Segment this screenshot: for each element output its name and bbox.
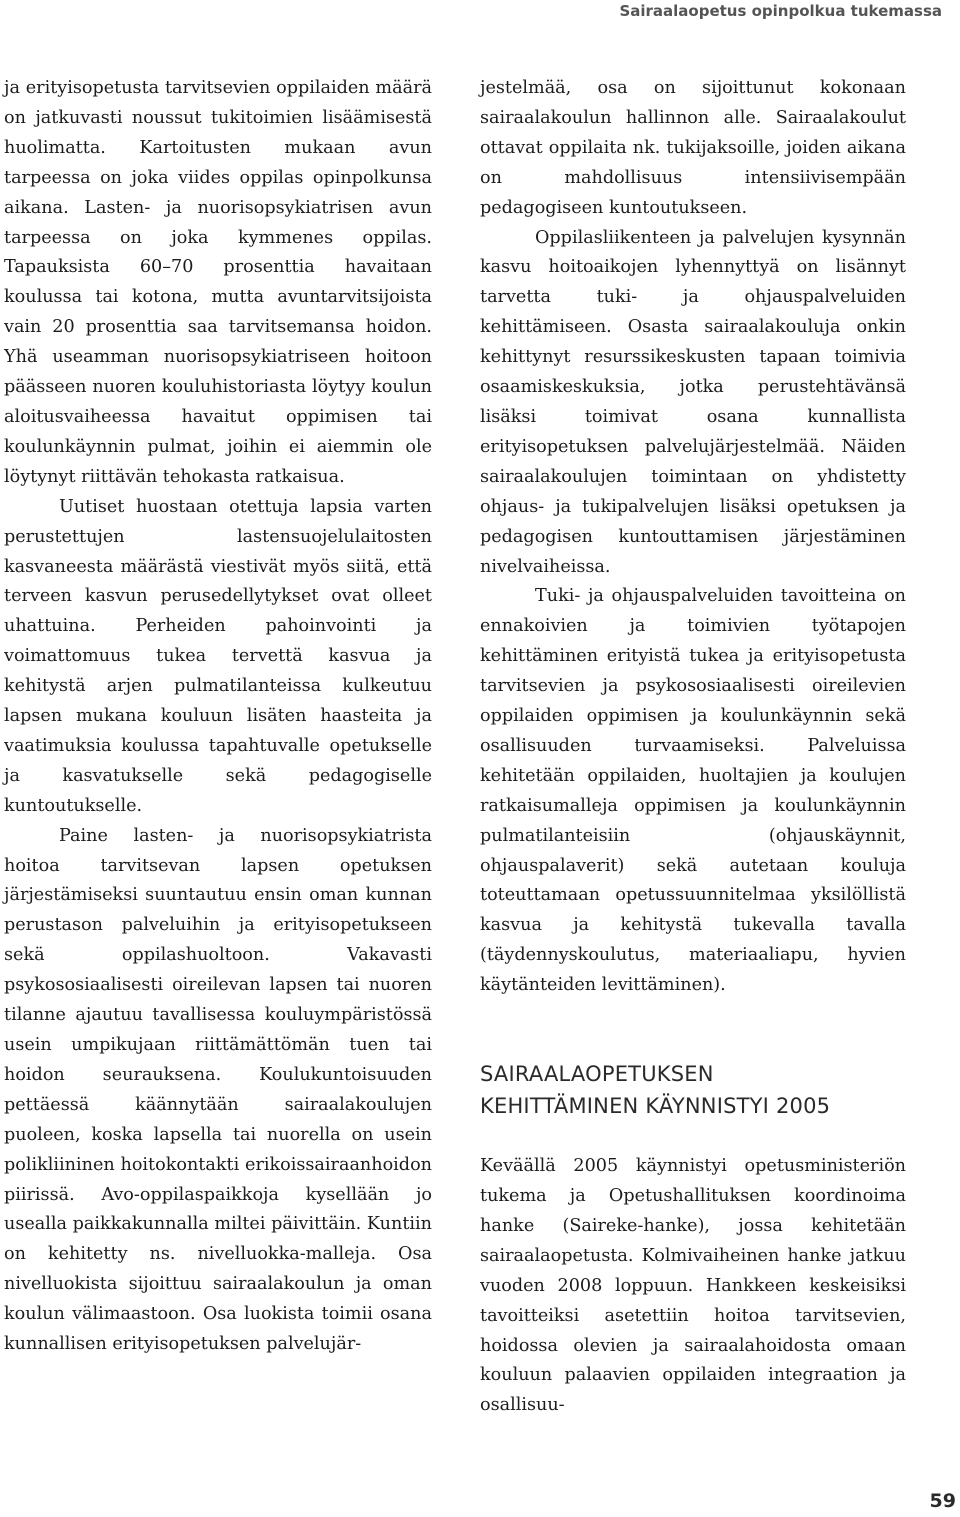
right-paragraph-3: Tuki- ja ohjauspalveluiden tavoitteina on ennakoivien ja toimivien työtapojen kehittäminen erityistä tukea ja erityisopetusta tarvitsevien ja psykososiaalisesti oireilevien oppilaiden oppimisen ja koulunkäynnin sekä osallisuuden turvaamiseksi. Palveluissa kehitetään oppilaiden, huoltajien ja koulujen ratkaisumalleja oppimisen ja koulunkäynnin pulmatilanteisiin (ohjauskäynnit, ohjauspalaverit) sekä autetaan kouluja toteuttamaan opetussuunnitelmaa yksilöllistä kasvua ja kehitystä tukevalla tavalla (täydennyskoulutus, materiaaliapu, hyvien käytänteiden levittäminen). xyxy=(480,586,906,996)
section-paragraph: Keväällä 2005 käynnistyi opetusministeriön tukema ja Opetushallituksen koordinoima hanke (Saireke-hanke), jossa kehitetään sairaalaopetusta. Kolmivaiheinen hanke jatkuu vuoden 2008 loppuun. Hankkeen keskeisiksi tavoitteiksi asetettiin hoitoa tarvitsevien, hoidossa olevien ja sairaalahoidosta omaan kouluun palaavien oppilaiden integraation ja osallisuu- xyxy=(480,1156,906,1416)
section-heading-line-1: SAIRAALAOPETUKSEN xyxy=(480,1062,714,1087)
left-paragraph-2: Uutiset huostaan otettuja lapsia varten perustettujen lastensuojelulaitosten kasvaneesta määrästä viestivät myös siitä, että terveen kasvun perusedellytykset ovat olleet uhattuina. Perheiden pahoinvointi ja voimattomuus tukea tervettä kasvua ja kehitystä arjen pulmatilanteissa kulkeutuu lapsen mukana kouluun lisäten haasteita ja vaatimuksia koulussa tapahtuvalle opetukselle ja kasvatukselle sekä pedagogiselle kuntoutukselle. xyxy=(4,496,432,816)
left-column xyxy=(4,74,432,1360)
section-heading-line-2: KEHITTÄMINEN KÄYNNISTYI 2005 xyxy=(480,1094,831,1119)
left-paragraph-1: ja erityisopetusta tarvitsevien oppilaiden määrä on jatkuvasti noussut tukitoimien lisäämisestä huolimatta. Kartoitusten mukaan avun tarpeessa on joka viides oppilas opinpolkunsa aikana. Lasten- ja nuorisopsykiatrisen avun tarpeessa on joka kymmenes oppilas. Tapauksista 60–70 prosenttia havaitaan koulussa tai kotona, mutta avuntarvitsijoista vain 20 prosenttia saa tarvitsemansa hoidon. Yhä useamman nuorisopsykiatriseen hoitoon päässeen nuoren kouluhistoriasta löytyy koulun aloitusvaiheessa havaitut oppimisen tai koulunkäynnin pulmat, joihin ei aiemmin ole löytynyt riittävän tehokasta ratkaisua. xyxy=(4,78,432,487)
right-paragraph-1: jestelmää, osa on sijoittunut kokonaan sairaalakoulun hallinnon alle. Sairaalakoulut ottavat oppilaita nk. tukijaksoille, joiden aikana on mahdollisuus intensiivisempään pedagogiseen kuntoutukseen. xyxy=(480,78,906,218)
right-paragraph-2: Oppilasliikenteen ja palvelujen kysynnän kasvu hoitoaikojen lyhennyttyä on lisännyt tarvetta tuki- ja ohjauspalveluiden kehittämiseen. Osasta sairaalakouluja onkin kehittynyt resurssikeskusten tapaan toimivia osaamiskeskuksia, jotka perustehtävänsä lisäksi toimivat osana kunnallista erityisopetuksen palvelujärjestelmää. Näiden sairaalakoulujen toimintaan on yhdistetty ohjaus- ja tukipalvelujen lisäksi opetuksen ja pedagogisen kuntouttamisen järjestäminen nivelvaiheissa. xyxy=(480,227,906,577)
running-head: Sairaalaopetus opinpolkua tukemassa xyxy=(619,2,942,20)
left-paragraph-3: Paine lasten- ja nuorisopsykiatrista hoitoa tarvitsevan lapsen opetuksen järjestämiseksi suuntautuu ensin oman kunnan perustason palveluihin ja erityisopetukseen sekä oppilashuoltoon. Vakavasti psykososiaalisesti oireilevan lapsen tai nuoren tilanne ajautuu tavallisessa kouluympäristössä usein umpikujaan riittämättömän tuen tai hoidon seurauksena. Koulukuntoisuuden pettäessä käännytään sairaalakoulujen puoleen, koska lapsella tai nuorella on usein polikliininen hoitokontakti erikoissairaanhoidon piirissä. Avo-oppilaspaikkoja kysellään jo usealla paikkakunnalla miltei päivittäin. Kuntiin on kehitetty ns. nivelluokka-malleja. Osa nivelluokista sijoittuu sairaalakoulun ja oman koulun välimaastoon. Osa luokista toimii osana kunnallisen erityisopetuksen palvelujär- xyxy=(4,825,432,1355)
page-number: 59 xyxy=(929,1490,956,1512)
right-column xyxy=(480,74,906,1421)
section-heading xyxy=(480,1058,906,1122)
header-bar xyxy=(0,0,960,30)
